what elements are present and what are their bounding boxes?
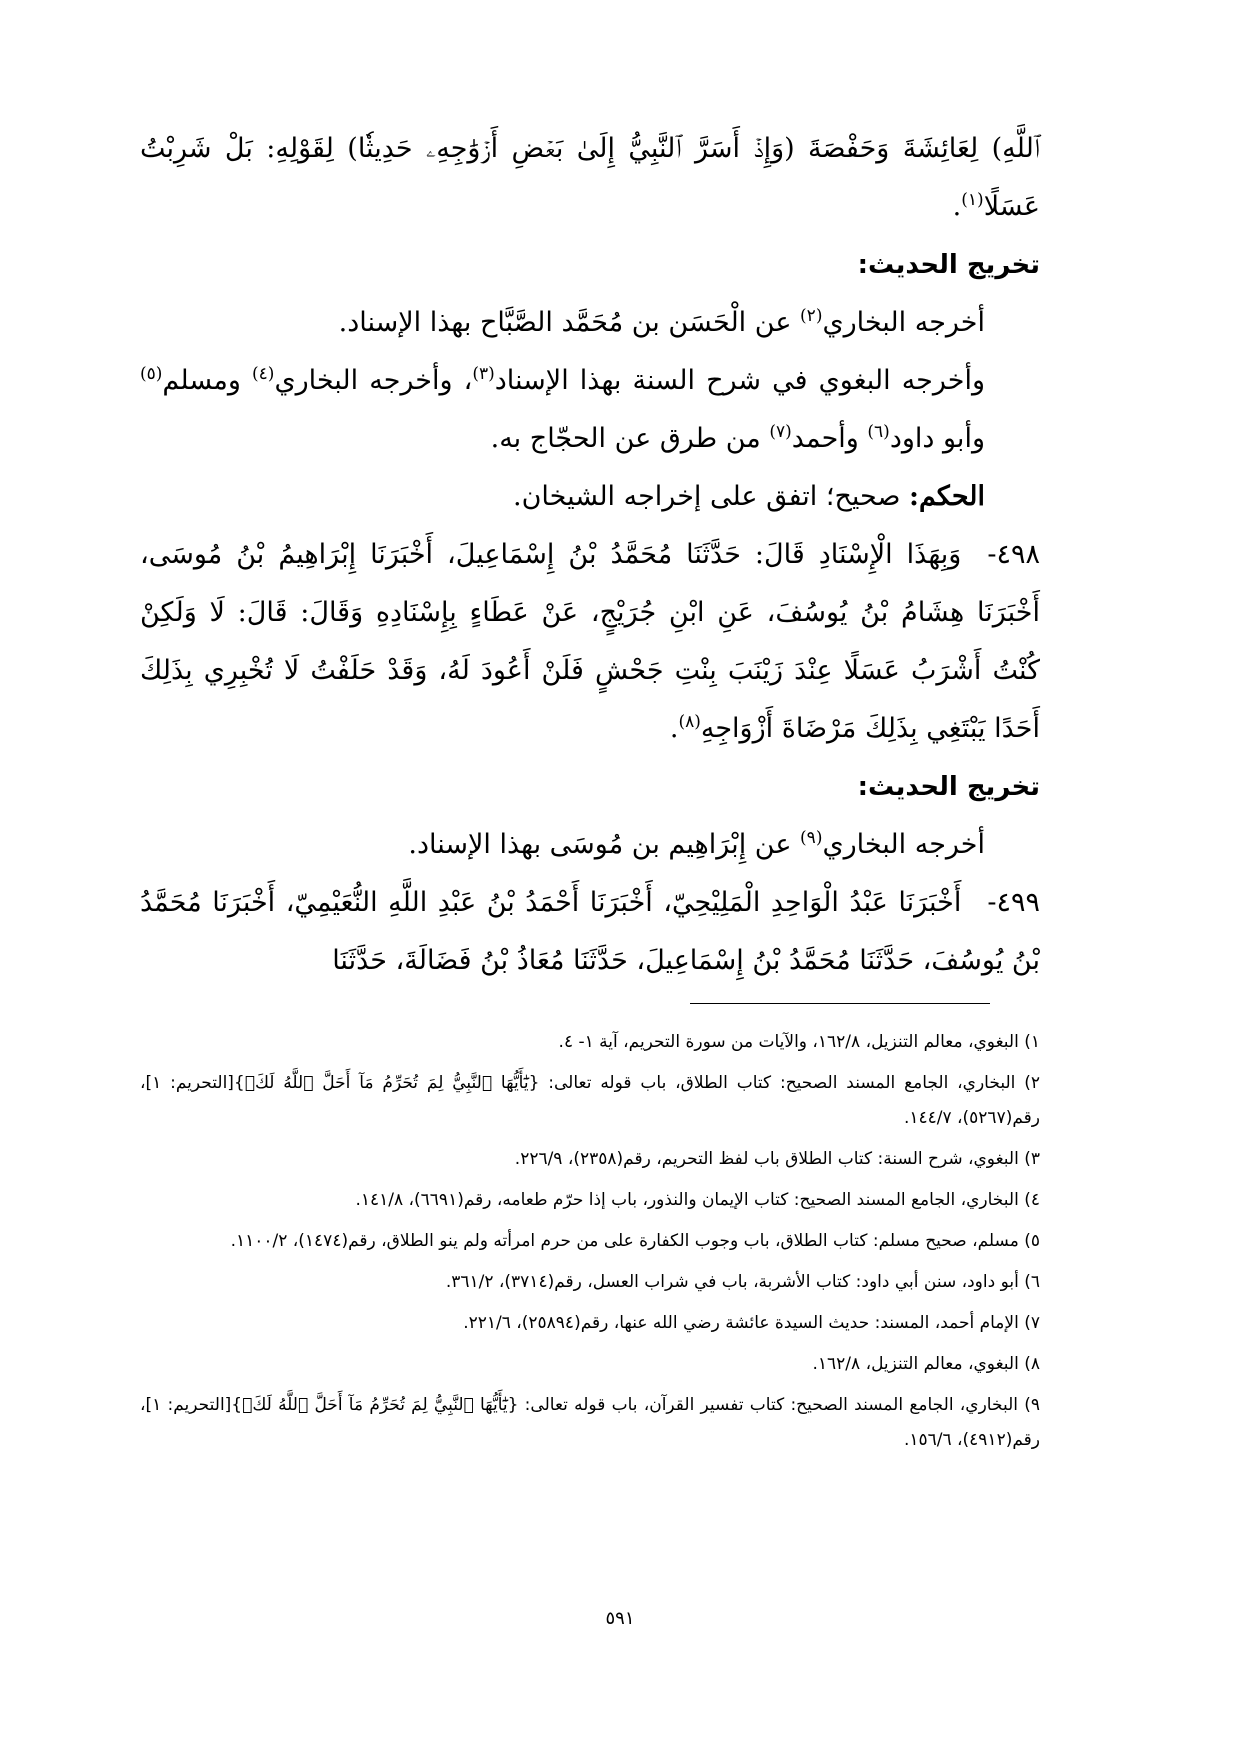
footnote-ref-7: (٧) [769,422,792,442]
takhrij-1-end-text: من طرق عن الحجّاج به. [490,423,770,454]
footnote-9: ٩) البخاري، الجامع المسند الصحيح: كتاب تفسير القرآن، باب قوله تعالى: {يَٰٓأَيُّهَا ٱلنَّبِيُّ لِمَ تُحَرِّمُ مَآ أَحَلَّ ٱللَّهُ لَكَۖ}[التحريم: ١]، رقم(٤٩١٢)، ١٥٦/٦. [140,1395,1040,1450]
takhrij-1-bukhari2-text: ، وأخرجه البخاري [274,365,473,396]
hadith-498-end: . [669,713,679,744]
takhrij-1-baghawi-text: وأخرجه البغوي في شرح السنة بهذا الإسناد [494,365,985,396]
footnote-ref-4: (٤) [252,364,275,384]
takhrij-heading-2: تخريج الحديث: [857,772,1040,802]
hadith-499-number: ٤٩٩- [987,887,1040,918]
paragraph-end: . [952,191,962,222]
footnote-ref-8: (٨) [678,712,701,732]
footnote-5: ٥) مسلم، صحيح مسلم: كتاب الطلاق، باب وجوب الكفارة على من حرم امرأته ولم ينو الطلاق، رقم(١٤٧٤)، ١١٠٠/٢. [230,1231,1040,1251]
footnote-3: ٣) البغوي، شرح السنة: كتاب الطلاق باب لفظ التحريم، رقم(٢٣٥٨)، ٢٢٦/٩. [514,1149,1040,1169]
takhrij-2-bukhari [140,816,1040,874]
footnote-4: ٤) البخاري، الجامع المسند الصحيح: كتاب الإيمان والنذور، باب إذا حرّم طعامه، رقم(٦٦٩١)، ١٤١/٨. [355,1190,1040,1210]
hadith-499-text: أَخْبَرَنَا عَبْدُ الْوَاحِدِ الْمَلِيْحِيّ، أَخْبَرَنَا أَحْمَدُ بْنُ عَبْدِ اللَّهِ النُّعَيْمِيّ، أَخْبَرَنَا مُحَمَّدُ بْنُ يُوسُفَ، حَدَّثَنَا مُحَمَّدُ بْنُ إِسْمَاعِيلَ، حَدَّثَنَا مُعَاذُ بْنُ فَضَالَةَ، حَدَّثَنَا [140,887,1040,976]
takhrij-2-rest: عن إِبْرَاهِيم بن مُوسَى بهذا الإسناد. [408,829,801,860]
paragraph-continuation [140,120,1040,236]
takhrij-1-muslim-text: ومسلم [162,365,253,396]
takhrij-1-ahmad-text: وأحمد [791,423,868,454]
hadith-498 [140,526,1040,758]
takhrij-1-others [140,352,1040,468]
hukm-line [140,468,1040,526]
footnote-separator [690,1003,990,1004]
hukm-text: صحيح؛ اتفق على إخراجه الشيخان. [513,481,909,512]
page-number: ٥٩١ [605,1608,635,1629]
hukm-label: الحكم: [908,481,985,512]
footnote-ref-5: (٥) [140,364,163,384]
footnote-ref-9: (٩) [800,828,823,848]
footnote-2: ٢) البخاري، الجامع المسند الصحيح: كتاب الطلاق، باب قوله تعالى: {يَٰٓأَيُّهَا ٱلنَّبِيُّ لِمَ تُحَرِّمُ مَآ أَحَلَّ ٱللَّهُ لَكَۖ}[التحريم: ١]، رقم(٥٢٦٧)، ١٤٤/٧. [140,1073,1040,1128]
hadith-498-text: وَبِهَذَا الْإِسْنَادِ قَالَ: حَدَّثَنَا مُحَمَّدُ بْنُ إِسْمَاعِيلَ، أَخْبَرَنَا إِبْرَاهِيمُ بْنُ مُوسَى، أَخْبَرَنَا هِشَامُ بْنُ يُوسُفَ، عَنِ ابْنِ جُرَيْجٍ، عَنْ عَطَاءٍ بِإِسْنَادِهِ وَقَالَ: قَالَ: لَا وَلَكِنْ كُنْتُ أَشْرَبُ عَسَلًا عِنْدَ زَيْنَبَ بِنْتِ جَحْشٍ فَلَنْ أَعُودَ لَهُ، وَقَدْ حَلَفْتُ لَا تُخْبِرِي بِذَلِكَ أَحَدًا يَبْتَغِي بِذَلِكَ مَرْضَاةَ أَزْوَاجِهِ [140,539,1040,744]
hadith-498-number: ٤٩٨- [987,539,1040,570]
takhrij-1-abudawud-text: وأبو داود [889,423,985,454]
footnote-ref-1: (١) [961,190,984,210]
footnote-ref-3: (٣) [472,364,495,384]
footnote-ref-6: (٦) [867,422,890,442]
hadith-499 [140,874,1040,990]
footnote-1: ١) البغوي، معالم التنزيل، ١٦٢/٨، والآيات من سورة التحريم، آية ١- ٤. [558,1032,1040,1052]
takhrij-1-bukhari [140,294,1040,352]
takhrij-2-bukhari-text: أخرجه البخاري [822,829,985,860]
footnote-6: ٦) أبو داود، سنن أبي داود: كتاب الأشربة، باب في شراب العسل، رقم(٣٧١٤)، ٣٦١/٢. [445,1272,1040,1292]
takhrij-heading-1: تخريج الحديث: [857,250,1040,280]
footnote-7: ٧) الإمام أحمد، المسند: حديث السيدة عائشة رضي الله عنها، رقم(٢٥٨٩٤)، ٢٢١/٦. [463,1313,1040,1333]
paragraph-continuation-text: ٱللَّهِ) لِعَائِشَةَ وَحَفْصَةَ (وَإِذۡ أَسَرَّ ٱلنَّبِيُّ إِلَىٰ بَعۡضِ أَزۡوَٰجِهِۦ حَدِيثٗا) لِقَوْلِهِ: بَلْ شَرِبْتُ عَسَلًا [140,133,1040,222]
takhrij-1-bukhari-text: أخرجه البخاري [822,307,985,338]
footnote-8: ٨) البغوي، معالم التنزيل، ١٦٢/٨. [812,1354,1040,1374]
footnotes-section [140,1025,1040,1464]
footnote-ref-2: (٢) [800,306,823,326]
takhrij-1-bukhari-rest: عن الْحَسَن بن مُحَمَّد الصَّبَّاح بهذا الإسناد. [338,307,801,338]
main-body [140,120,1040,990]
